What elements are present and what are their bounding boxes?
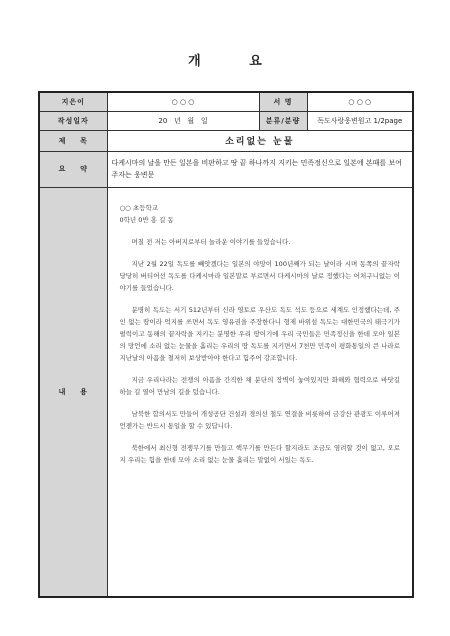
summary-value: 다케시마의 날을 만든 일본을 비판하고 땅 끝 하나까지 지키는 민족정신으로 일본에 본때를 보여주자는 웅변문 xyxy=(107,151,413,187)
date-label: 작성일자 xyxy=(39,111,107,130)
author-label: 지은이 xyxy=(39,92,107,111)
paragraph: 며칠 전 저는 아버지로부터 놀라운 이야기를 들었습니다. xyxy=(131,237,291,246)
summary-label: 요 약 xyxy=(39,151,107,187)
paragraph: 분명히 독도는 서기 512년부터 신라 영토로 우산도 독도 석도 등으로 세계도 인정했다는데, 주인 없는 땅이라 억지를 쓰면서 독도 영유권을 주장한다니 형제 바위섬 독도는 대한민국의 태극기가 펄럭이고 동해의 끝자락을 지키는 분명한 우리 땅이기에 우리 국민들은 민족정신을 한데 모아 일본의 망언에 소리 없는 눈물을 흘리는 우리의 땅 독도를 지키면서 7천만 민족이 평화통일의 큰 나라로 지난날의 아픔을 철저히 보상받아야 한다고 힘주어 강조합니다. xyxy=(119,305,400,362)
author-value: ○ ○ ○ xyxy=(107,92,259,111)
content-label: 내 용 xyxy=(39,187,107,597)
row-subject xyxy=(39,130,413,151)
school-line: ○○ 초등학교 xyxy=(119,203,159,212)
signature-value: ○ ○ ○ xyxy=(307,92,413,111)
row-author xyxy=(39,92,413,111)
page-title: 개 요 xyxy=(188,54,284,69)
paragraph: 지난 2월 22일 독도를 빼앗겠다는 일본의 야망이 100년째가 되는 날이라 시며 동쪽의 끝자락 당당히 버티어선 독도를 다케시마라 일본말로 부르면서 다케시마의 날로 정했다는 어처구니없는 이야기를 들었습니다. xyxy=(119,259,400,292)
paragraph: 남북한 합의서도 만들어 개성공단 건설과 경의선 철도 연결을 비롯하여 금강산 관광도 이루어져 언젠가는 반드시 통일을 할 수 있답니다. xyxy=(119,409,400,430)
row-content xyxy=(39,187,413,597)
content-cell xyxy=(107,187,413,597)
category-value: 독도사랑웅변원고 1/2page xyxy=(307,111,413,130)
subject-label: 제 목 xyxy=(39,130,107,151)
document-form xyxy=(38,91,414,598)
content-body xyxy=(108,188,413,466)
date-value: 20 년 월 일 xyxy=(107,111,259,130)
row-summary xyxy=(39,151,413,187)
paragraph: 북한에서 최신형 전쟁무기를 만들고 핵무기를 만든다 할지라도 조금도 염려할 것이 없고, 오로지 우리는 힘을 한데 모아 소리 없는 눈물 흘리는 말없이 서있는 독도. xyxy=(119,443,400,464)
row-date xyxy=(39,111,413,130)
paragraph: 지금 우리나라는 전쟁의 아픔을 간직한 채 분단의 장벽이 놓여있지만 화해와 협력으로 바닷길 하늘 길 열어 만남의 길을 텄습니다. xyxy=(119,375,400,396)
subject-value: 소리없는 눈물 xyxy=(107,130,413,151)
category-label: 분류/분량 xyxy=(259,111,307,130)
signature-label: 서 명 xyxy=(259,92,307,111)
student-line: 0학년 0반 홍 길 동 xyxy=(119,215,174,224)
